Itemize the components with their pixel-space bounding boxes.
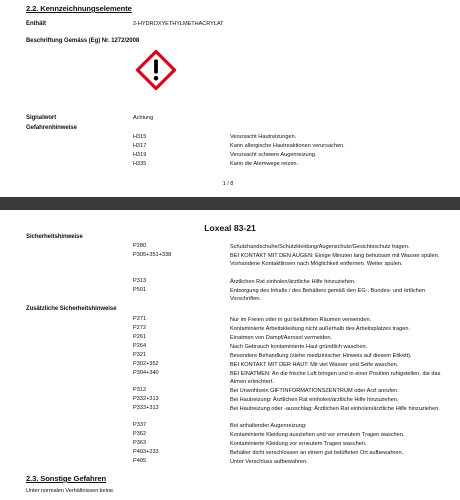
regulation-label: Beschriftung Gemäss (Eg) Nr. 1272/2008 — [26, 38, 140, 44]
additional-text: Nur im Freien oder in gut belüfteten Räumen verwenden. — [230, 317, 372, 323]
additional-text: Kontaminierte Kleidung ausziehen und vor erneutem Tragen waschen. — [230, 432, 405, 438]
hazard-code: H335 — [133, 161, 147, 167]
additional-code: P403+233 — [133, 449, 159, 455]
hazard-code: H315 — [133, 134, 147, 140]
additional-code: P272 — [133, 325, 147, 331]
page-divider — [0, 197, 460, 210]
other-hazards-text: Unter normalen Verhältnissen keine. — [26, 488, 115, 494]
hazard-statements-label: Gefahrenhinweise — [26, 125, 77, 131]
additional-code: P264 — [133, 343, 147, 349]
additional-text: Bei Hautreizung: Ärztlichen Rat einholen/ärztliche Hilfe hinzuziehen. — [230, 397, 399, 403]
additional-text: Behälter dicht verschlossen an einem gut belüfteten Ort aufbewahren. — [230, 450, 404, 456]
precautionary-code: P501 — [133, 287, 147, 293]
contains-label: Enthält — [26, 21, 46, 27]
additional-text: BEI KONTAKT MIT DER HAUT: Mit viel Wasser und Seife waschen. — [230, 362, 399, 368]
signal-word-label: Signalwort — [26, 115, 57, 121]
additional-code: P333+313 — [133, 405, 159, 411]
precautionary-text: Ärztlichen Rat einholen/ärztliche Hilfe hinzuziehen. — [230, 279, 356, 285]
additional-code: P337 — [133, 422, 147, 428]
document-page-top — [0, 0, 460, 197]
precautionary-text: Entsorgung des Inhalts / des Behälters gemäß den EG-, Bundes- und örtlichen Vorschriften. — [230, 288, 425, 303]
signal-word-value: Achtung — [133, 115, 154, 121]
additional-text: Kontaminierte Arbeitskleidung nicht außerhalb des Arbeitsplatzes tragen. — [230, 326, 411, 332]
additional-text: Bei anhaltender Augenreizung: — [230, 423, 307, 429]
hazard-text: Verursacht schwere Augenreizung. — [230, 152, 317, 158]
precautionary-text: Schutzhandschuhe/Schutzkleidung/Augenschutz/Gesichtsschutz tragen. — [230, 244, 410, 250]
section-heading-other-hazards: 2.3. Sonstige Gefahren — [26, 474, 107, 483]
additional-code: P302+352 — [133, 361, 159, 367]
additional-code: P405 — [133, 458, 147, 464]
exclamation-mark-hazard-icon — [136, 50, 176, 90]
additional-code: P363 — [133, 440, 147, 446]
hazard-text: Verursacht Hautreizungen. — [230, 134, 297, 140]
page-number: 1 / 8 — [222, 181, 234, 187]
additional-precautionary-label: Zusätzliche Sicherheitshinweise — [26, 306, 117, 312]
document-title: Loxeal 83-21 — [204, 223, 256, 233]
additional-text: Unter Verschluss aufbewahren. — [230, 459, 308, 465]
additional-code: P271 — [133, 316, 147, 322]
additional-code: P261 — [133, 334, 147, 340]
additional-text: Bei Hautreizung oder -ausschlag: Ärztlichen Rat einholen/ärztliche Hilfe hinzuziehen. — [230, 406, 440, 412]
precautionary-text: BEI KONTAKT MIT DEN AUGEN: Einige Minuten lang behutsam mit Wasser spülen. Vorhandene Kontaktlinsen nach Möglichkeit entfernen. Weiter spülen. — [230, 253, 440, 268]
hazard-code: H319 — [133, 152, 147, 158]
additional-code: P321 — [133, 352, 147, 358]
hazard-text: Kann allergische Hautreaktionen verursachen. — [230, 143, 345, 149]
additional-text: Einatmen von Dampf/Aerosol vermeiden. — [230, 335, 332, 341]
hazard-text: Kann die Atemwege reizen. — [230, 161, 299, 167]
additional-code: P332+313 — [133, 396, 159, 402]
additional-text: Besondere Behandlung (siehe medizinischer Hinweis auf diesem Etikett). — [230, 353, 412, 359]
document-page-bottom — [0, 210, 460, 500]
additional-text: Nach Gebrauch kontaminierte Haut gründlich waschen. — [230, 344, 368, 350]
precautionary-code: P313 — [133, 278, 147, 284]
contains-value: 2-HYDROXYETHYLMETHACRYLAT — [133, 21, 224, 27]
additional-code: P362 — [133, 431, 147, 437]
hazard-statement-row — [0, 143, 460, 152]
additional-text: Kontaminierte Kleidung vor erneutem Tragen waschen. — [230, 441, 367, 447]
additional-code: P312 — [133, 387, 147, 393]
additional-text: BEI EINATMEN: An die frische Luft bringen und in einer Position ruhigstellen, die das Atmen erleichtert. — [230, 371, 441, 386]
hazard-statement-row — [0, 161, 460, 170]
hazard-statement-row — [0, 134, 460, 143]
hazard-code: H317 — [133, 143, 147, 149]
hazard-statement-row — [0, 152, 460, 161]
additional-code: P304+340 — [133, 370, 159, 376]
precautionary-code: P305+351+338 — [133, 252, 172, 258]
precautionary-code: P280 — [133, 243, 147, 249]
section-heading-labelling: 2.2. Kennzeichnungselemente — [26, 4, 132, 13]
additional-text: Bei Unwohlsein GIFTINFORMATIONSZENTRUM oder Arzt anrufen. — [230, 388, 399, 394]
precautionary-label: Sicherheitshinweise — [26, 234, 83, 240]
